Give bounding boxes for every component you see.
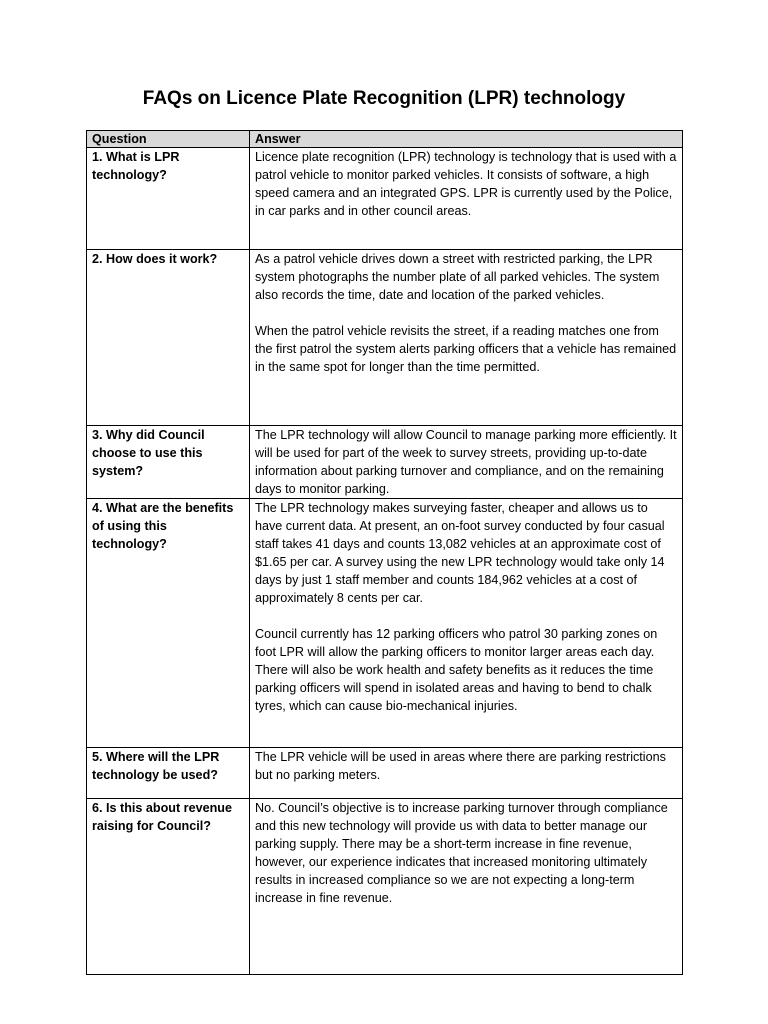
table-row (87, 799, 683, 975)
table-row (87, 148, 683, 250)
question-cell: 1. What is LPR technology? (87, 148, 250, 250)
answer-cell (250, 748, 683, 799)
answer-cell (250, 148, 683, 250)
answer-paragraph: When the patrol vehicle revisits the street, if a reading matches one from the first patrol the system alerts parking officers that a vehicle has remained in the same spot for longer than the time permitted. (255, 324, 677, 374)
answer-cell (250, 426, 683, 499)
answer-cell (250, 499, 683, 748)
header-answer: Answer (250, 131, 683, 148)
answer-paragraph: The LPR vehicle will be used in areas where there are parking restrictions but no parking meters. (255, 750, 666, 782)
faq-table (86, 130, 683, 975)
answer-paragraph: Council currently has 12 parking officers who patrol 30 parking zones on foot LPR will allow the parking officers to monitor larger areas each day. There will also be work health and safety benefits as it reduces the time parking officers will spend in isolated areas and having to bend to chalk tyres, which can cause bio-mechanical injuries. (255, 627, 658, 713)
question-cell: 6. Is this about revenue raising for Council? (87, 799, 250, 975)
answer-paragraph: No. Council’s objective is to increase parking turnover through compliance and this new technology will provide us with data to better manage our parking supply. There may be a short-term increase in fine revenue, however, our experience indicates that increased monitoring ultimately results in increased compliance so we are not expecting a long-term increase in fine revenue. (255, 801, 668, 905)
header-question: Question (87, 131, 250, 148)
table-row (87, 426, 683, 499)
answer-paragraph: As a patrol vehicle drives down a street with restricted parking, the LPR system photographs the number plate of all parked vehicles. The system also records the time, date and location of the parked vehicles. (255, 252, 660, 302)
answer-paragraph: The LPR technology will allow Council to manage parking more efficiently. It will be used for part of the week to survey streets, providing up-to-date information about parking turnover and compliance, and on the remaining days to monitor parking. (255, 428, 677, 496)
answer-cell (250, 799, 683, 975)
question-cell: 3. Why did Council choose to use this system? (87, 426, 250, 499)
page-title: FAQs on Licence Plate Recognition (LPR) technology (142, 88, 626, 109)
question-cell: 2. How does it work? (87, 250, 250, 426)
table-row (87, 250, 683, 426)
answer-paragraph: Licence plate recognition (LPR) technology is technology that is used with a patrol vehicle to monitor parked vehicles. It consists of software, a high speed camera and an integrated GPS. LPR is currently used by the Police, in car parks and in other council areas. (255, 150, 677, 218)
answer-paragraph: The LPR technology makes surveying faster, cheaper and allows us to have current data. At present, an on-foot survey conducted by four casual staff takes 41 days and counts 13,082 vehicles at an approximate cost of $1.65 per car. A survey using the new LPR technology would take only 14 days by just 1 staff member and counts 184,962 vehicles at a cost of approximately 8 cents per car. (255, 501, 665, 605)
question-cell: 4. What are the benefits of using this technology? (87, 499, 250, 748)
answer-cell (250, 250, 683, 426)
table-header-row (87, 131, 683, 148)
table-row (87, 499, 683, 748)
table-row (87, 748, 683, 799)
question-cell: 5. Where will the LPR technology be used? (87, 748, 250, 799)
